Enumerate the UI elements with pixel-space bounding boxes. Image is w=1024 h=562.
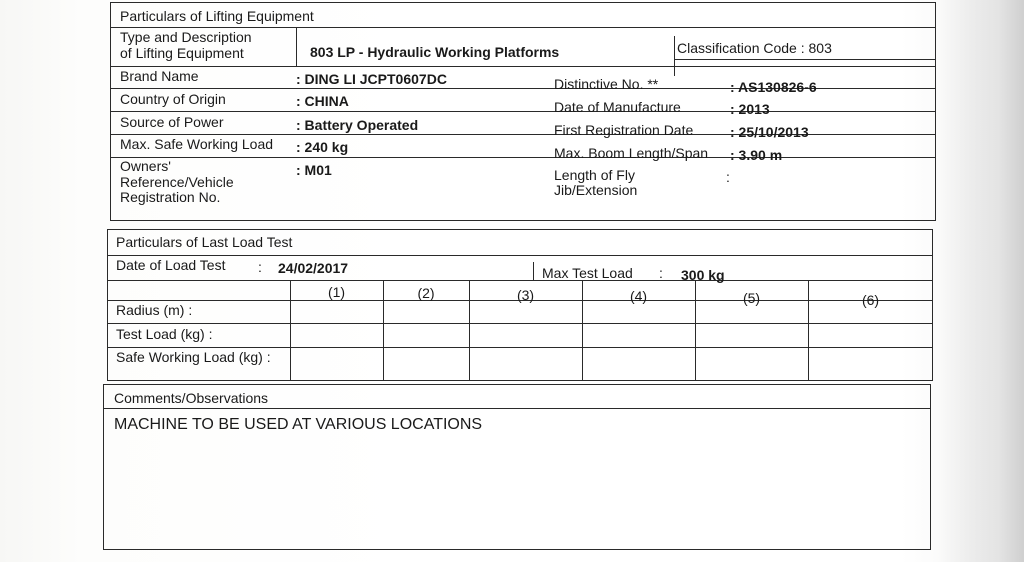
classification-code: Classification Code : 803 [677, 40, 832, 56]
lifting-section-title: Particulars of Lifting Equipment [120, 8, 314, 24]
divider [110, 157, 936, 158]
max-test-load-value: 300 kg [681, 267, 725, 283]
divider [674, 59, 936, 60]
comments-section-title: Comments/Observations [114, 390, 269, 406]
distinctive-value: : AS130826-6 [730, 79, 817, 95]
load-test-date-label: Date of Load Test [116, 257, 226, 273]
owners-value: : M01 [296, 162, 332, 178]
max-test-load-label: Max Test Load [542, 265, 633, 281]
divider [107, 280, 933, 281]
boom-value: : 3.90 m [730, 147, 783, 163]
column-header: (1) [327, 284, 346, 300]
max-test-load-sep: : [659, 265, 663, 281]
power-label: Source of Power [120, 114, 224, 130]
divider [110, 27, 936, 28]
brand-value: : DING LI JCPT0607DC [296, 71, 447, 87]
divider [103, 408, 931, 409]
row-label-safe-working-load: Safe Working Load (kg) : [116, 349, 271, 365]
load-test-date-sep: : [258, 259, 262, 275]
load-test-section-title: Particulars of Last Load Test [116, 234, 293, 250]
row-label-radius: Radius (m) : [116, 302, 193, 318]
divider [107, 255, 933, 256]
manufacture-label: Date of Manufacture [554, 99, 681, 115]
swl-value: : 240 kg [296, 139, 349, 155]
brand-label: Brand Name [120, 68, 199, 84]
country-label: Country of Origin [120, 91, 226, 107]
fly-label: Length of Fly [554, 167, 635, 183]
comments-text: MACHINE TO BE USED AT VARIOUS LOCATIONS [114, 416, 483, 433]
owners-label: Owners' [120, 158, 171, 174]
page-edge-shadow [938, 0, 1024, 562]
type-label-line2: of Lifting Equipment [120, 45, 244, 61]
registration-value: : 25/10/2013 [730, 124, 809, 140]
column-header: (3) [516, 287, 535, 303]
column-header: (5) [742, 290, 761, 306]
owners-label-line3: Registration No. [120, 189, 221, 205]
divider [110, 66, 936, 67]
divider [674, 36, 675, 76]
divider [107, 323, 933, 324]
power-value: : Battery Operated [296, 117, 419, 133]
type-label: Type and Description [120, 29, 252, 45]
owners-label-line2: Reference/Vehicle [120, 174, 234, 190]
boom-label: Max. Boom Length/Span [554, 145, 709, 161]
column-header: (4) [629, 288, 648, 304]
registration-label: First Registration Date [554, 122, 694, 138]
column-header: (2) [417, 285, 435, 301]
fly-value: : [726, 169, 730, 185]
country-value: : CHINA [296, 93, 349, 109]
divider [296, 27, 297, 66]
type-value: 803 LP - Hydraulic Working Platforms [310, 44, 560, 60]
divider [110, 111, 936, 112]
column-header: (6) [861, 292, 880, 308]
fly-label-line2: Jib/Extension [554, 182, 638, 198]
distinctive-label: Distinctive No. ** [554, 76, 659, 92]
divider [533, 262, 534, 280]
swl-label: Max. Safe Working Load [120, 136, 274, 152]
manufacture-value: : 2013 [730, 101, 770, 117]
load-test-date-value: 24/02/2017 [278, 260, 349, 276]
row-label-test-load: Test Load (kg) : [116, 326, 213, 342]
divider [110, 134, 936, 135]
divider [107, 347, 933, 348]
